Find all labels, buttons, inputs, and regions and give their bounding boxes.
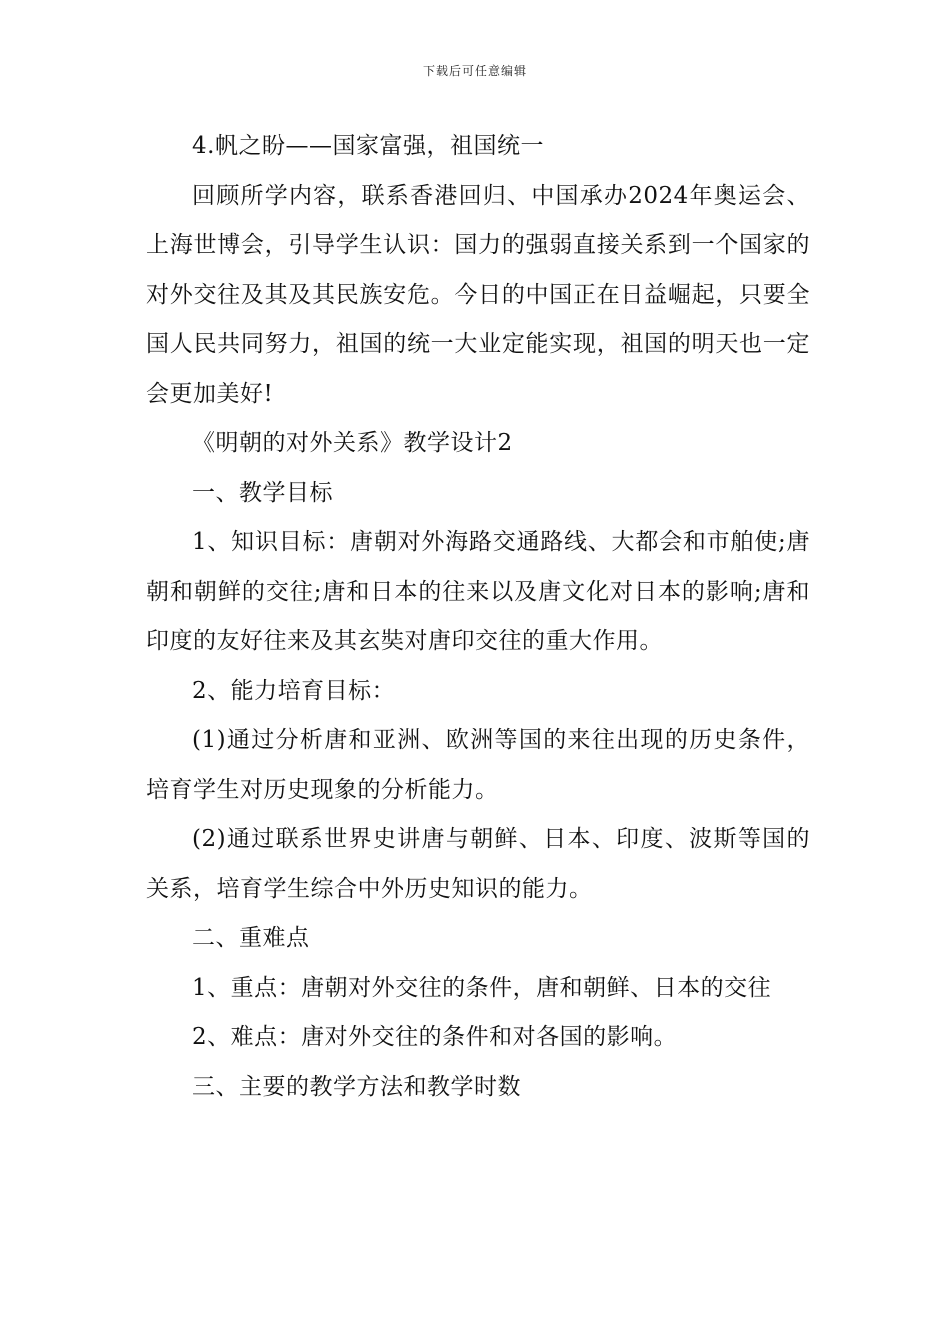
paragraph-ability-2: (2)通过联系世界史讲唐与朝鲜、日本、印度、波斯等国的关系，培育学生综合中外历史知识的能力。 xyxy=(146,826,810,902)
heading-teaching-goals: 一、教学目标 xyxy=(192,479,333,506)
section-heading-4: 4.帆之盼——国家富强，祖国统一 xyxy=(192,133,544,159)
document-title: 《明朝的对外关系》教学设计2 xyxy=(192,430,513,456)
paragraph-ability-1: (1)通过分析唐和亚洲、欧洲等国的来往出现的历史条件，培育学生对历史现象的分析能力。 xyxy=(146,727,810,803)
paragraph-review: 回顾所学内容，联系香港回归、中国承办2024年奥运会、上海世博会，引导学生认识：国力的强弱直接关系到一个国家的对外交往及其及其民族安危。今日的中国正在日益崛起，只要全国人民共同努力，祖国的统一大业定能实现，祖国的明天也一定会更加美好! xyxy=(146,182,810,407)
paragraph-knowledge-goal: 1、知识目标：唐朝对外海路交通路线、大都会和市舶使;唐朝和朝鲜的交往;唐和日本的往来以及唐文化对日本的影响;唐和印度的友好往来及其玄奘对唐印交往的重大作用。 xyxy=(146,529,810,654)
page-header-note: 下载后可任意编辑 xyxy=(422,64,527,78)
paragraph-difficult-point: 2、难点：唐对外交往的条件和对各国的影响。 xyxy=(192,1024,678,1050)
heading-ability-goal: 2、能力培育目标： xyxy=(192,677,396,704)
paragraph-key-point: 1、重点：唐朝对外交往的条件，唐和朝鲜、日本的交往 xyxy=(192,974,772,1001)
heading-teaching-methods: 三、主要的教学方法和教学时数 xyxy=(192,1073,521,1100)
document-body xyxy=(146,122,810,1112)
heading-key-difficult-points: 二、重难点 xyxy=(192,925,310,951)
